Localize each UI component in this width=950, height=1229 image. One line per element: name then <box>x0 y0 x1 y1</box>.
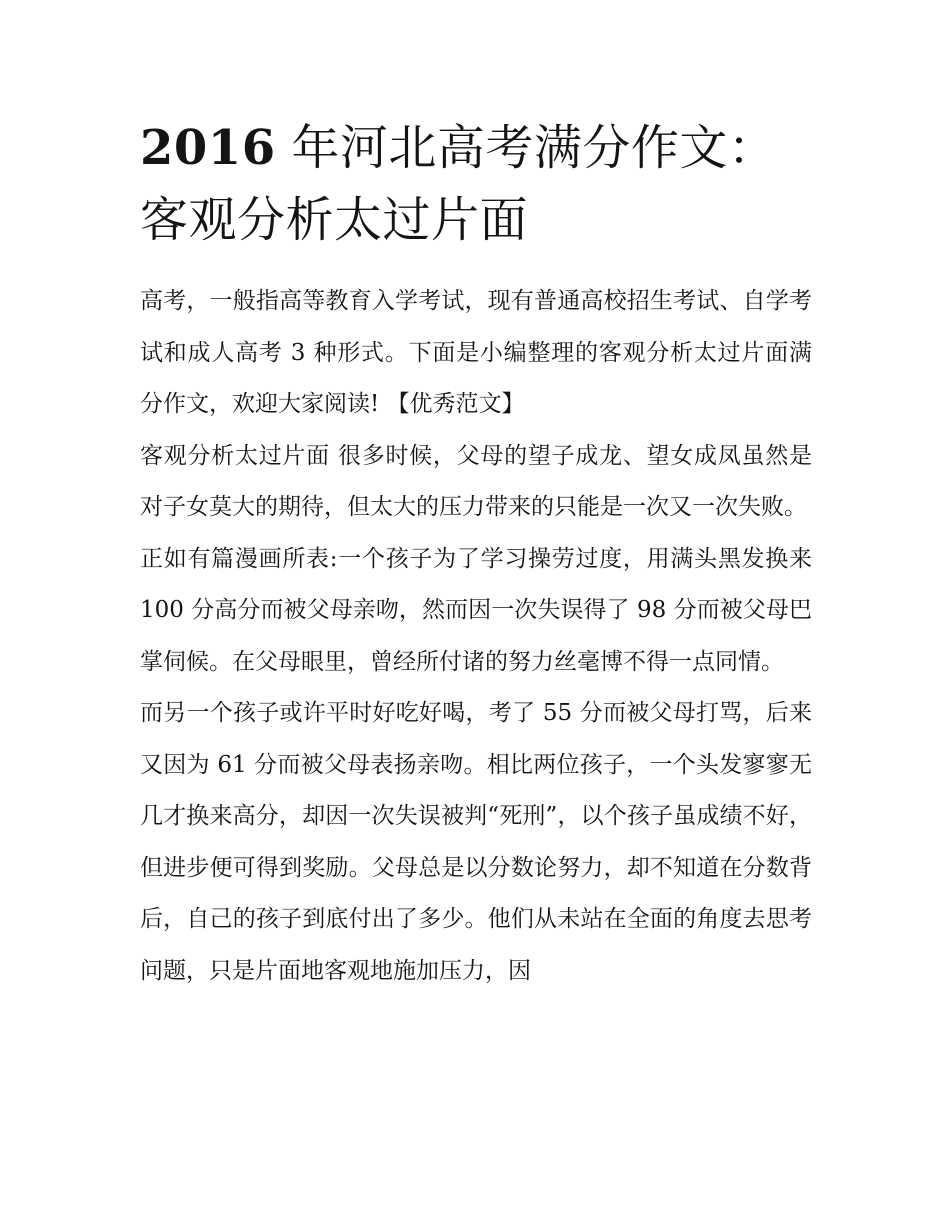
article-body <box>140 276 812 997</box>
paragraph-intro: 高考，一般指高等教育入学考试，现有普通高校招生考试、自学考试和成人高考 3 种形式。下面是小编整理的客观分析太过片面满分作文，欢迎大家阅读! 【优秀范文】 <box>140 288 812 417</box>
paragraph-comic-second-child: 而另一个孩子或许平时好吃好喝，考了 55 分而被父母打骂，后来又因为 61 分而被父母表扬亲吻。相比两位孩子，一个头发寥寥无几才换来高分，却因一次失误被判“死刑”，以个孩子虽成绩不好，但进步便可得到奖励。父母总是以分数论努力，却不知道在分数背后，自己的孩子到底付出了多少。他们从未站在全面的角度去思考问题，只是片面地客观地施加压力，因 <box>140 700 812 984</box>
document-title <box>140 112 812 256</box>
document-page <box>140 112 812 997</box>
paragraph-comic-first-child: 正如有篇漫画所表:一个孩子为了学习操劳过度，用满头黑发换来 100 分高分而被父母亲吻，然而因一次失误得了 98 分而被父母巴掌伺候。在父母眼里，曾经所付诸的努力丝毫博不得一点同情。 <box>140 545 812 675</box>
paragraph-opening: 客观分析太过片面 很多时候，父母的望子成龙、望女成凤虽然是对子女莫大的期待，但太大的压力带来的只能是一次又一次失败。 <box>140 442 812 520</box>
title-year: 2016 <box>140 120 276 176</box>
title-text: 年河北高考满分作文：客观分析太过片面 <box>140 120 777 248</box>
